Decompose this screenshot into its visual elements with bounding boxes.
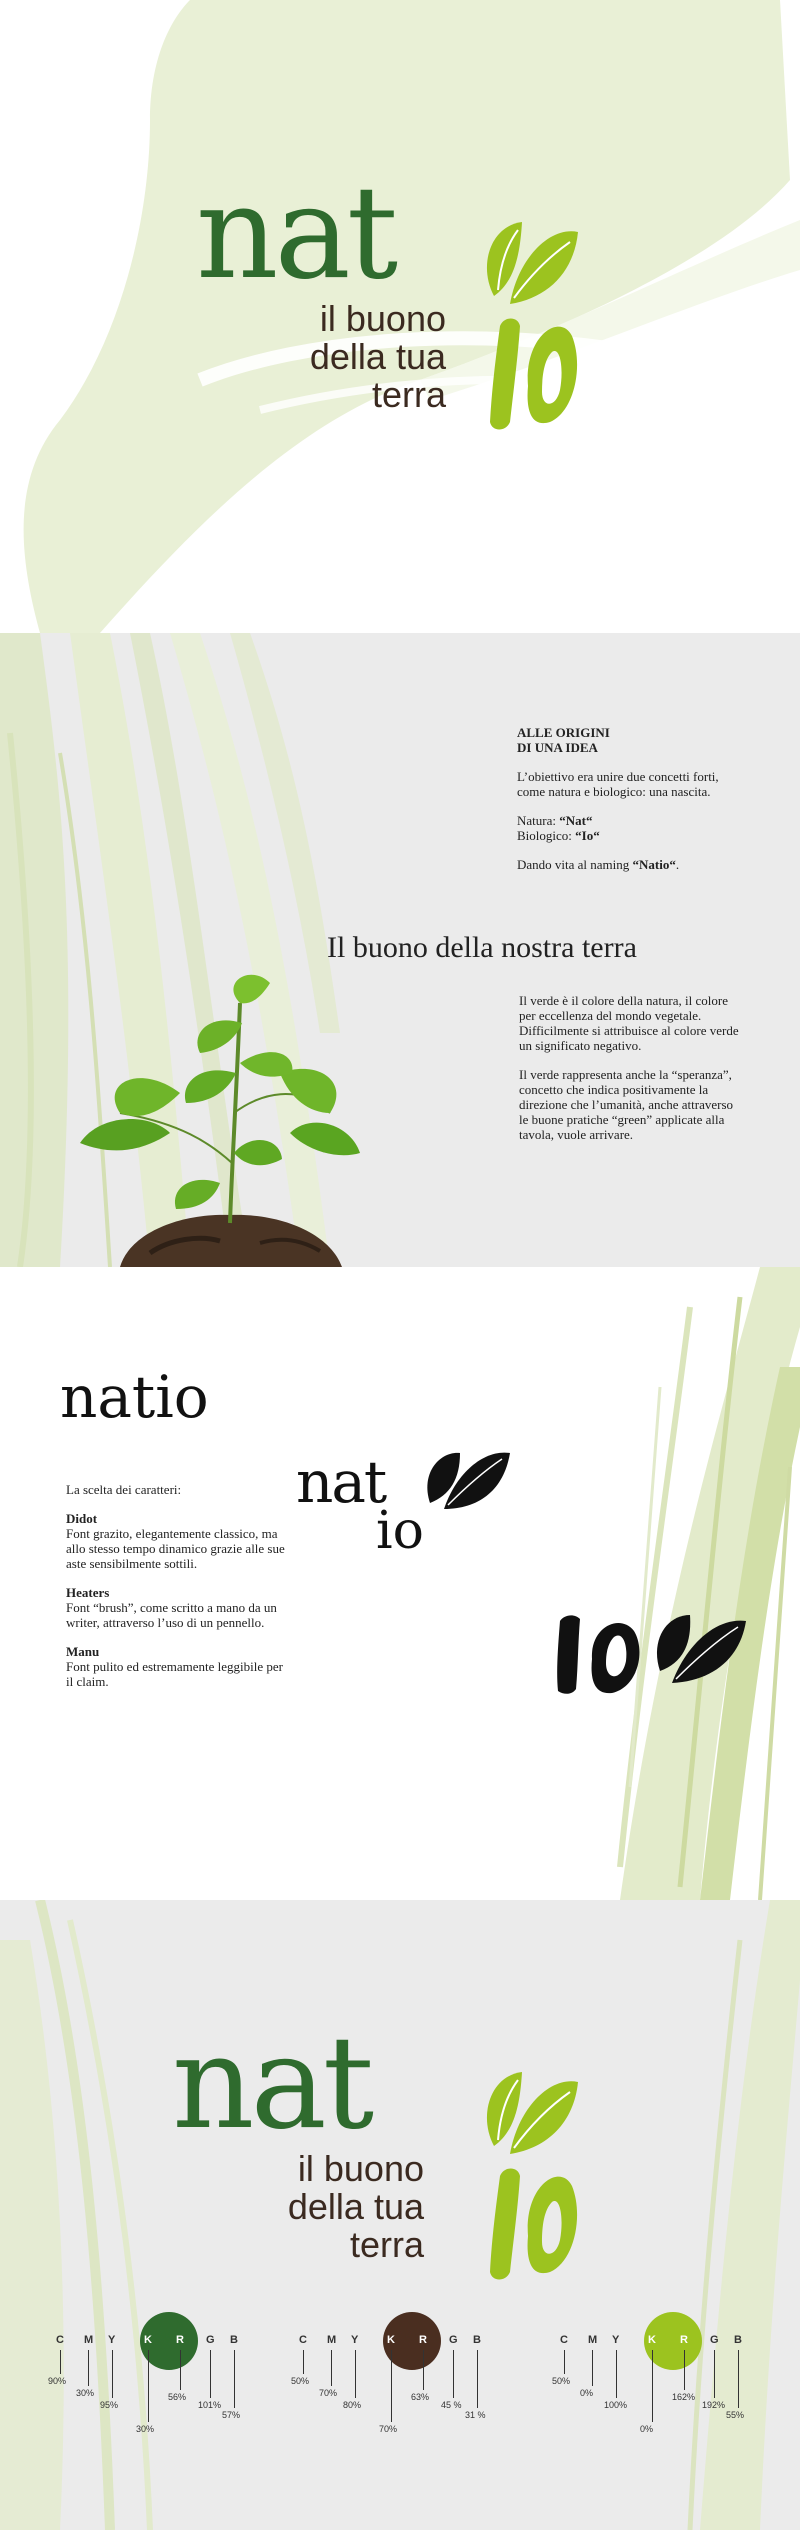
channel-label-m: M (327, 2334, 337, 2346)
sample-io: io (376, 1501, 424, 1561)
channel-value-g: 101% (198, 2400, 222, 2410)
origins-naming (517, 857, 747, 872)
channel-label-c: C (299, 2334, 307, 2346)
channel-value-r: 56% (168, 2392, 187, 2402)
color-swatch-2 (291, 2312, 535, 2434)
claim-line-2: della tua (287, 2185, 424, 2227)
channel-label-y: Y (351, 2334, 359, 2346)
font-name-didot: Didot (66, 1511, 98, 1526)
logo-nat-wordmark: nat (196, 159, 395, 308)
channel-value-g: 45 % (441, 2400, 462, 2410)
channel-line-b (738, 2350, 739, 2408)
channel-value-k: 30% (136, 2424, 155, 2434)
font-desc-heaters: Font “brush”, come scritto a mano da un writer, attraverso l’uso di un pennello. (66, 1600, 277, 1630)
channel-value-c: 90% (48, 2376, 67, 2386)
channel-value-r: 162% (672, 2392, 696, 2402)
font-desc-manu: Font pulito ed estremamente leggibile per il claim. (66, 1659, 283, 1689)
fonts-intro: La scelta dei caratteri: (66, 1482, 182, 1497)
channel-line-y (355, 2350, 356, 2398)
channel-line-k (391, 2350, 392, 2422)
origins-text (517, 725, 747, 886)
channel-value-y: 80% (343, 2400, 362, 2410)
naming-value: “Natio“ (632, 857, 676, 872)
fonts-panel (0, 1267, 800, 1900)
font-name-heaters: Heaters (66, 1585, 110, 1600)
bio-label: Biologico: (517, 828, 576, 843)
channel-label-r: R (680, 2334, 688, 2346)
channel-line-m (88, 2350, 89, 2386)
channel-value-m: 30% (76, 2388, 95, 2398)
seedling-plant-image (60, 963, 370, 1267)
channel-value-c: 50% (291, 2376, 310, 2386)
claim-line-2: della tua (309, 335, 446, 377)
claim-line-1: il buono (319, 298, 446, 339)
channel-value-m: 0% (580, 2388, 594, 2398)
colors-panel (0, 1900, 800, 2530)
green-color-text (519, 993, 739, 1156)
font-item-heaters (66, 1585, 286, 1630)
channel-line-r (423, 2350, 424, 2390)
channel-label-g: G (449, 2334, 458, 2346)
logo-nat-wordmark-2: nat (172, 2009, 371, 2158)
logo-io-brush-mark-2 (470, 2036, 580, 2286)
channel-line-y (616, 2350, 617, 2398)
logo-claim-2 (264, 2150, 424, 2263)
claim-line-3: terra (349, 2223, 424, 2265)
channel-line-c (564, 2350, 565, 2374)
origins-heading-line-1: ALLE ORIGINI (517, 725, 610, 740)
bio-value: “Io“ (575, 828, 600, 843)
natura-value: “Nat“ (559, 813, 593, 828)
channel-value-m: 70% (319, 2388, 338, 2398)
channel-line-g (714, 2350, 715, 2398)
color-swatch-3 (552, 2312, 796, 2434)
claim-line-3: terra (371, 373, 446, 415)
channel-line-g (453, 2350, 454, 2398)
natio-wordmark: natio (60, 1363, 209, 1431)
channel-label-k: K (648, 2334, 656, 2346)
font-item-didot (66, 1511, 286, 1571)
black-leaf-icon (420, 1443, 512, 1523)
channel-value-r: 63% (411, 2392, 430, 2402)
sample-nat: nat (296, 1448, 386, 1516)
channel-value-c: 50% (552, 2376, 571, 2386)
headline: Il buono della nostra terra (327, 931, 637, 964)
channel-label-m: M (84, 2334, 94, 2346)
channel-value-b: 55% (726, 2410, 745, 2420)
channel-line-c (303, 2350, 304, 2374)
font-desc-didot: Font grazito, elegantemente classico, ma allo stesso tempo dinamico grazie alle sue aste sensibilmente sottili. (66, 1526, 285, 1571)
channel-label-g: G (206, 2334, 215, 2346)
channel-line-b (234, 2350, 235, 2408)
channel-label-k: K (144, 2334, 152, 2346)
channel-value-y: 95% (100, 2400, 119, 2410)
naming-suffix: . (675, 857, 680, 872)
logo-claim (286, 300, 446, 413)
channel-label-b: B (473, 2334, 481, 2346)
origins-heading (517, 725, 747, 755)
fonts-description (66, 1482, 286, 1703)
channel-line-r (684, 2350, 685, 2390)
logo-panel (0, 0, 800, 633)
channel-value-b: 31 % (465, 2410, 486, 2420)
natura-label: Natura: (517, 813, 560, 828)
origins-intro: L’obiettivo era unire due concetti forti, come natura e biologico: una nascita. (517, 769, 719, 799)
channel-label-g: G (710, 2334, 719, 2346)
channel-value-k: 70% (379, 2424, 398, 2434)
channel-label-c: C (560, 2334, 568, 2346)
channel-label-m: M (588, 2334, 598, 2346)
color-swatch-1 (48, 2312, 292, 2434)
channel-line-c (60, 2350, 61, 2374)
green-paragraph-1: Il verde è il colore della natura, il colore per eccellenza del mondo vegetale. Difficilmente si attribuisce al colore verde un significato negativo. (519, 993, 739, 1053)
channel-label-k: K (387, 2334, 395, 2346)
channel-line-k (148, 2350, 149, 2422)
origins-heading-line-2: DI UNA IDEA (517, 740, 598, 755)
channel-value-b: 57% (222, 2410, 241, 2420)
channel-line-y (112, 2350, 113, 2398)
channel-line-m (331, 2350, 332, 2386)
channel-line-k (652, 2350, 653, 2422)
logo-io-brush-mark (470, 186, 580, 436)
channel-label-r: R (176, 2334, 184, 2346)
origins-naming-parts (517, 813, 747, 843)
channel-label-y: Y (108, 2334, 116, 2346)
channel-line-b (477, 2350, 478, 2408)
channel-line-g (210, 2350, 211, 2398)
channel-label-r: R (419, 2334, 427, 2346)
naming-prefix: Dando vita al naming (517, 857, 633, 872)
channel-label-b: B (734, 2334, 742, 2346)
channel-value-y: 100% (604, 2400, 628, 2410)
channel-label-y: Y (612, 2334, 620, 2346)
green-paragraph-2: Il verde rappresenta anche la “speranza”, concetto che indica positivamente la direzione che l’umanità, anche attraverso le buone pratiche “green” applicate alla tavola, vuole arrivare. (519, 1067, 734, 1142)
channel-label-b: B (230, 2334, 238, 2346)
channel-value-g: 192% (702, 2400, 726, 2410)
origins-panel (0, 633, 800, 1267)
font-item-manu (66, 1644, 286, 1689)
brush-io-mark (550, 1597, 750, 1697)
font-name-manu: Manu (66, 1644, 100, 1659)
channel-line-r (180, 2350, 181, 2390)
channel-label-c: C (56, 2334, 64, 2346)
claim-line-1: il buono (297, 2148, 424, 2189)
channel-value-k: 0% (640, 2424, 654, 2434)
channel-line-m (592, 2350, 593, 2386)
